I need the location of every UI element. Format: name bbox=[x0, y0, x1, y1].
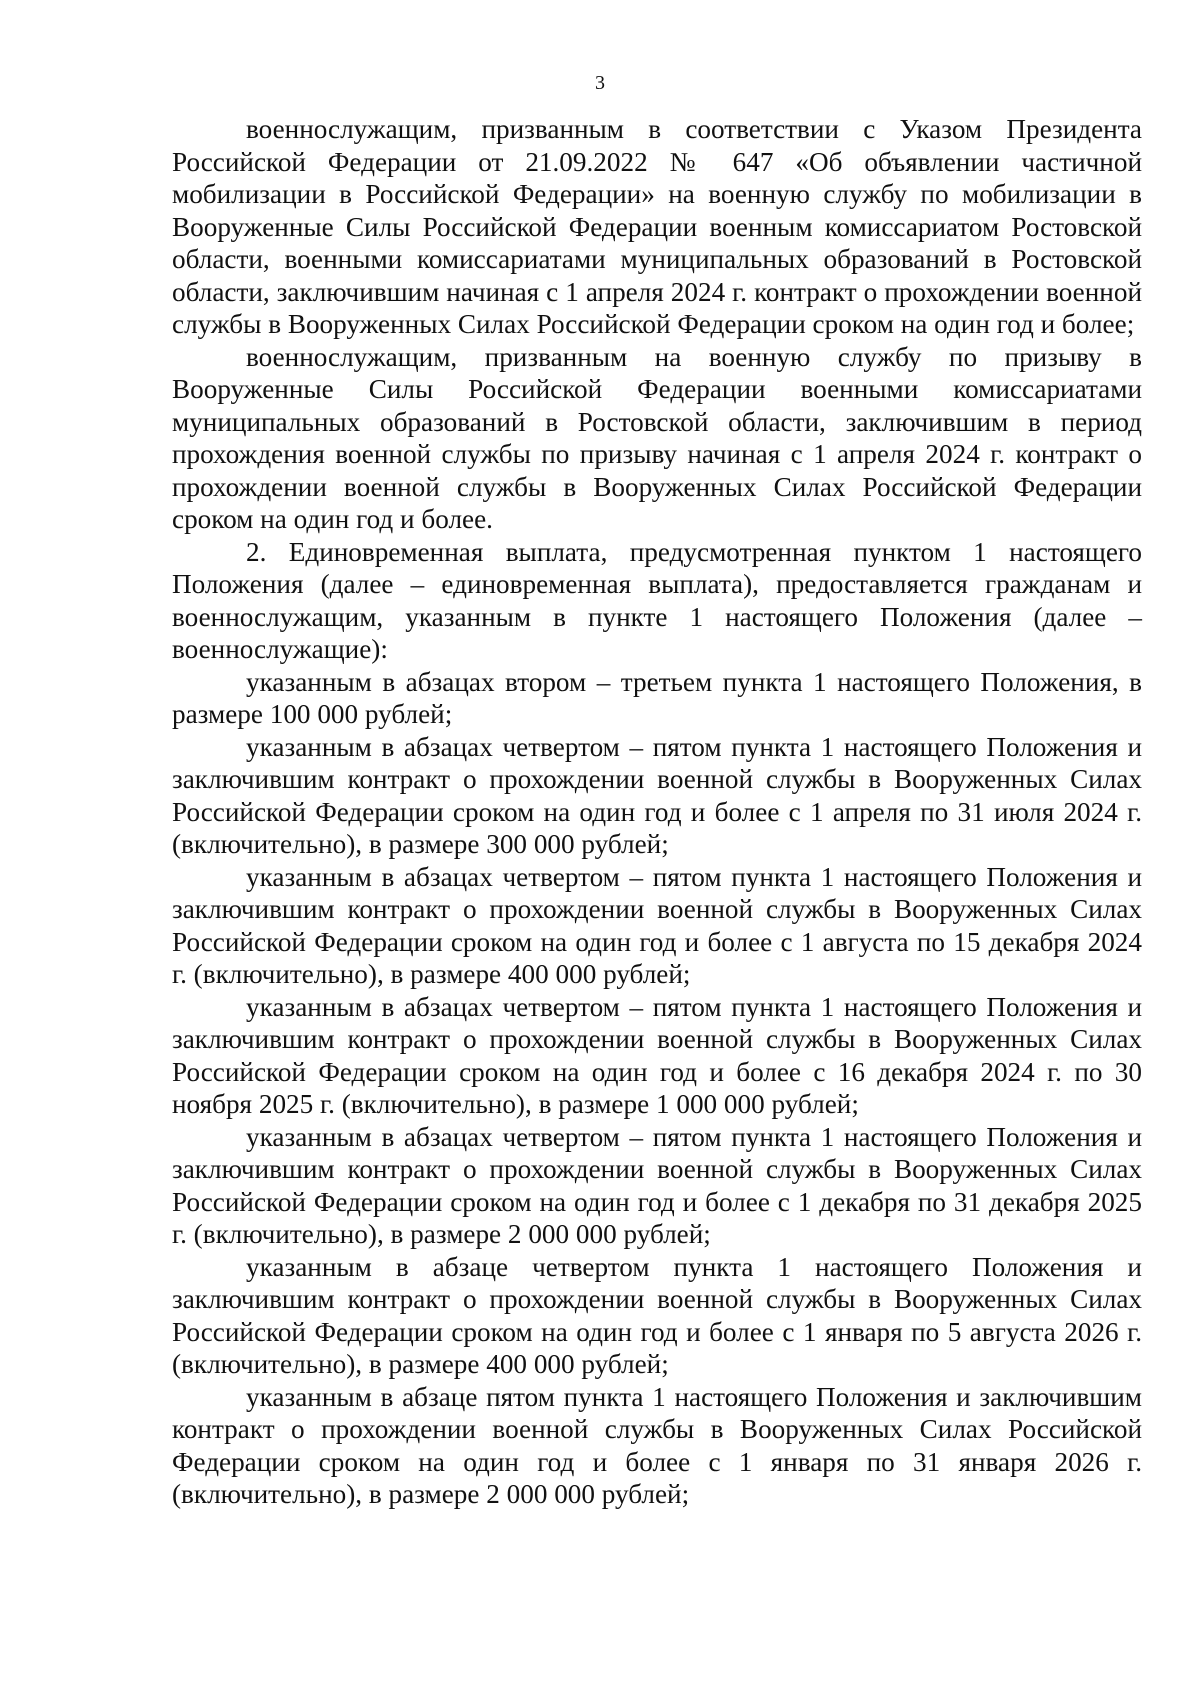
paragraph-payment-2000000-2026: указанным в абзаце пятом пункта 1 настоящего Положения и заключившим контракт о прохождении военной службы в Вооруженных Силах Российской Федерации сроком на один год и более с 1 января по 31 января 2026 г. (включительно), в размере 2 000 000 рублей; bbox=[172, 1381, 1142, 1509]
paragraph-payment-1000000: указанным в абзацах четвертом – пятом пункта 1 настоящего Положения и заключившим контракт о прохождении военной службы в Вооруженных Силах Российской Федерации сроком на один год и более с 16 декабря 2024 г. по 30 ноября 2025 г. (включительно), в размере 1 000 000 рублей; bbox=[172, 991, 1142, 1119]
paragraph-payment-100000: указанным в абзацах втором – третьем пункта 1 настоящего Положения, в размере 100 000 рублей; bbox=[172, 666, 1142, 729]
document-body bbox=[172, 113, 1142, 1511]
paragraph-conscript-servicemen: военнослужащим, призванным на военную службу по призыву в Вооруженные Силы Российской Федерации военными комиссариатами муниципальных образований в Ростовской области, заключившим в период прохождения военной службы по призыву начиная с 1 апреля 2024 г. контракт о прохождении военной службы в Вооруженных Силах Российской Федерации сроком на один год и более. bbox=[172, 341, 1142, 534]
paragraph-mobilized-servicemen: военнослужащим, призванным в соответствии с Указом Президента Российской Федерации от 21.09.2022 № 647 «Об объявлении частичной мобилизации в Российской Федерации» на военную службу по мобилизации в Вооруженные Силы Российской Федерации военным комиссариатом Ростовской области, военными комиссариатами муниципальных образований в Ростовской области, заключившим начиная с 1 апреля 2024 г. контракт о прохождении военной службы в Вооруженных Силах Российской Федерации сроком на один год и более; bbox=[172, 114, 1142, 339]
paragraph-payment-400000-2024: указанным в абзацах четвертом – пятом пункта 1 настоящего Положения и заключившим контракт о прохождении военной службы в Вооруженных Силах Российской Федерации сроком на один год и более с 1 августа по 15 декабря 2024 г. (включительно), в размере 400 000 рублей; bbox=[172, 861, 1142, 989]
paragraph-payment-2000000-2025: указанным в абзацах четвертом – пятом пункта 1 настоящего Положения и заключившим контракт о прохождении военной службы в Вооруженных Силах Российской Федерации сроком на один год и более с 1 декабря по 31 декабря 2025 г. (включительно), в размере 2 000 000 рублей; bbox=[172, 1121, 1142, 1249]
paragraph-clause-2: 2. Единовременная выплата, предусмотренная пунктом 1 настоящего Положения (далее – единовременная выплата), предоставляется гражданам и военнослужащим, указанным в пункте 1 настоящего Положения (далее – военнослужащие): bbox=[172, 536, 1142, 664]
paragraph-payment-400000-2026: указанным в абзаце четвертом пункта 1 настоящего Положения и заключившим контракт о прохождении военной службы в Вооруженных Силах Российской Федерации сроком на один год и более с 1 января по 5 августа 2026 г. (включительно), в размере 400 000 рублей; bbox=[172, 1251, 1142, 1379]
paragraph-payment-300000: указанным в абзацах четвертом – пятом пункта 1 настоящего Положения и заключившим контракт о прохождении военной службы в Вооруженных Силах Российской Федерации сроком на один год и более с 1 апреля по 31 июля 2024 г. (включительно), в размере 300 000 рублей; bbox=[172, 731, 1142, 859]
page-number: 3 bbox=[595, 72, 605, 94]
